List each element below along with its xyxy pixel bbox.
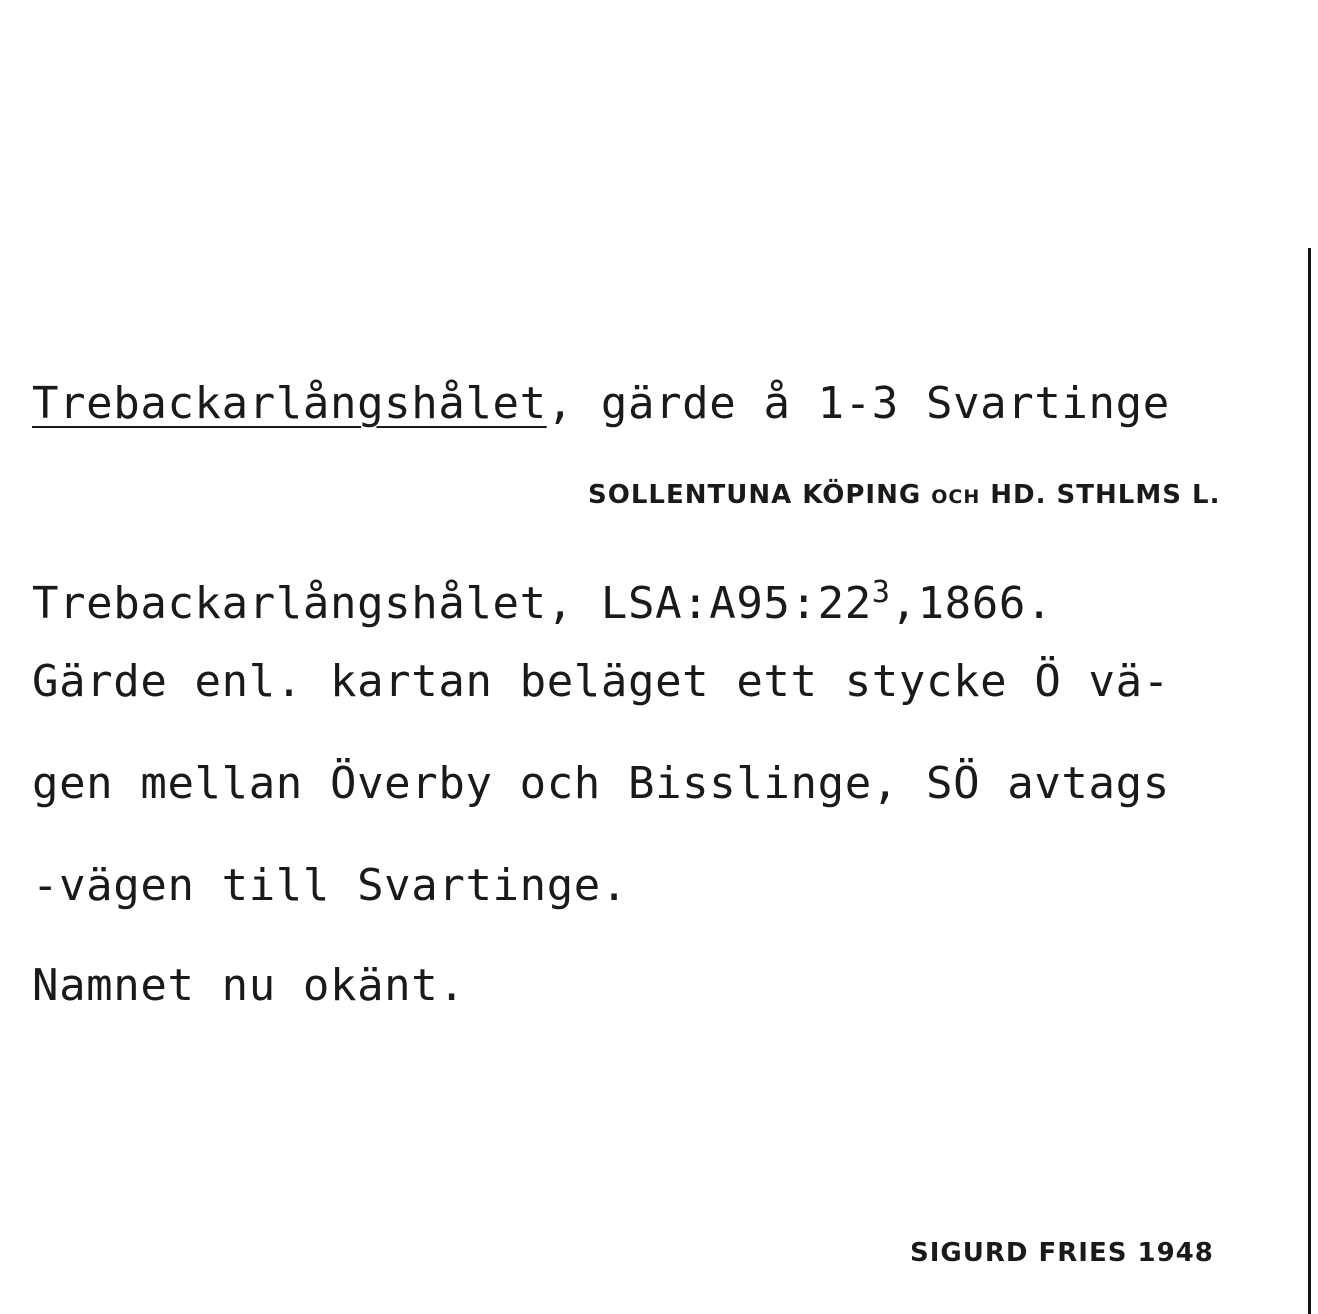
note-line: Namnet nu okänt. [32, 960, 466, 1011]
body-line-1: Gärde enl. kartan beläget ett stycke Ö vä- [32, 656, 1170, 707]
source-superscript: 3 [871, 575, 891, 610]
heading-rest: , gärde å 1-3 Svartinge [546, 378, 1170, 429]
location-stamp [588, 482, 1220, 508]
source-suffix: ,1866. [890, 578, 1054, 629]
source-line [32, 575, 1054, 629]
card-edge-line [1308, 248, 1311, 1314]
body-line-2: gen mellan Överby och Bisslinge, SÖ avtags [32, 758, 1170, 809]
heading-line [32, 378, 1170, 429]
signature-stamp: SIGURD FRIES 1948 [910, 1238, 1214, 1268]
body-line-3: -vägen till Svartinge. [32, 860, 628, 911]
source-prefix: Trebackarlångshålet, LSA:A95:22 [32, 578, 872, 629]
location-stamp-part1: SOLLENTUNA KÖPING [588, 480, 932, 510]
location-stamp-part3: HD. STHLMS L. [980, 480, 1221, 510]
headword: Trebackarlångshålet [32, 378, 547, 429]
location-stamp-part2: OCH [931, 486, 981, 508]
